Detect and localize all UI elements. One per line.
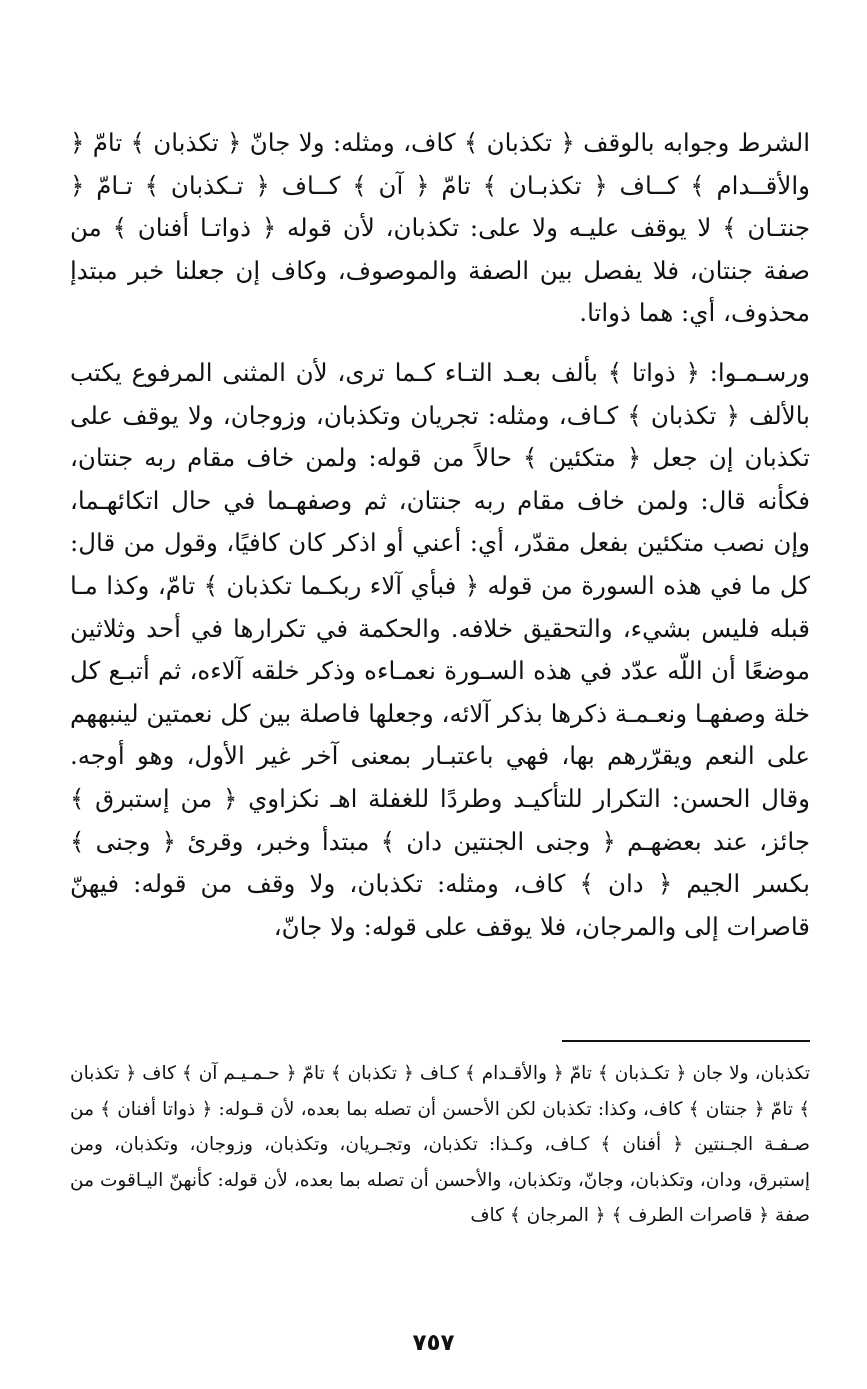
footnote-block <box>70 1056 810 1234</box>
footnote-divider <box>562 1040 810 1042</box>
page-number: ٧٥٧ <box>412 1330 455 1356</box>
paragraph-2: ورسـمـوا: ﴿ ذواتا ﴾ بألف بعـد التـاء كـما ترى، لأن المثنى المرفوع يكتب بالألف ﴿ تكذبان ﴾ كـاف، ومثله: تجريان وتكذبان، وزوجان، ولا يوقف على تكذبان إن جعل ﴿ متكئين ﴾ حالاً من قوله: ولمن خاف مقام ربه جنتان، فكأنه قال: ولمن خاف مقام ربه جنتان، ثم وصفهـما في حال اتكائهـما، وإن نصب متكئين بفعل مقدّر، أي: أعني أو اذكر كان كافيًا، وقول من قال: كل ما في هذه السورة من قوله ﴿ فبأي آلاء ربكـما تكذبان ﴾ تامّ، وكذا مـا قبله فليس بشيء، والتحقيق خلافه. والحكمة في تكرارها في أحد وثلاثين موضعًا أن اللّه عدّد في هذه السـورة نعمـاءه وذكر خلقه آلاءه، ثم أتبـع كل خلة وصفهـا ونعـمـة ذكرها بذكر آلائه، وجعلها فاصلة بين كل نعمتين لينبههم على النعم ويقرّرهم بها، فهي باعتبـار بمعنى آخر غير الأول، وهو أوجه. وقال الحسن: التكرار للتأكيـد وطردًا للغفلة اهـ نكزاوي ﴿ من إستبرق ﴾ جائز، عند بعضهـم ﴿ وجنى الجنتين دان ﴾ مبتدأ وخبر، وقرئ ﴿ وجنى ﴾ بكسر الجيم ﴿ دان ﴾ كاف، ومثله: تكذبان، ولا وقف من قوله: فيهنّ قاصرات إلى والمرجان، فلا يوقف على قوله: ولا جانّ، <box>70 357 810 941</box>
paragraph-1: الشرط وجوابه بالوقف ﴿ تكذبان ﴾ كاف، ومثله: ولا جانّ ﴿ تكذبان ﴾ تامّ ﴿ والأقــدام ﴾ كــاف ﴿ تكذبـان ﴾ تامّ ﴿ آن ﴾ كــاف ﴿ تـكذبان ﴾ تـامّ ﴿ جنتـان ﴾ لا يوقف عليـه ولا على: تكذبان، لأن قوله ﴿ ذواتـا أفنان ﴾ من صفة جنتان، فلا يفصل بين الصفة والموصوف، وكاف إن جعلنا خبر مبتدإ محذوف، أي: هما ذواتا. <box>70 128 810 328</box>
main-text <box>70 122 810 948</box>
footnote-text: تكذبان، ولا جان ﴿ تكـذبان ﴾ تامّ ﴿ والأقـدام ﴾ كـاف ﴿ تكذبان ﴾ تامّ ﴿ حـمـيـم آن ﴾ كاف ﴿ تكذبان ﴾ تامّ ﴿ جنتان ﴾ كاف، وكذا: تكذبان لكن الأحسن أن تصله بما بعده، لأن قـوله: ﴿ ذواتا أفنان ﴾ من صـفـة الجـنتين ﴿ أفنان ﴾ كـاف، وكـذا: تكذبان، وتجـريان، وتكذبان، وزوجان، وتكذبان، ومن إستبرق، ودان، وتكذبان، وجانّ، وتكذبان، والأحسن أن تصله بما بعده، لأن قوله: كأنهنّ اليـاقوت من صفة ﴿ قاصرات الطرف ﴾ ﴿ المرجان ﴾ كاف <box>70 1063 810 1226</box>
